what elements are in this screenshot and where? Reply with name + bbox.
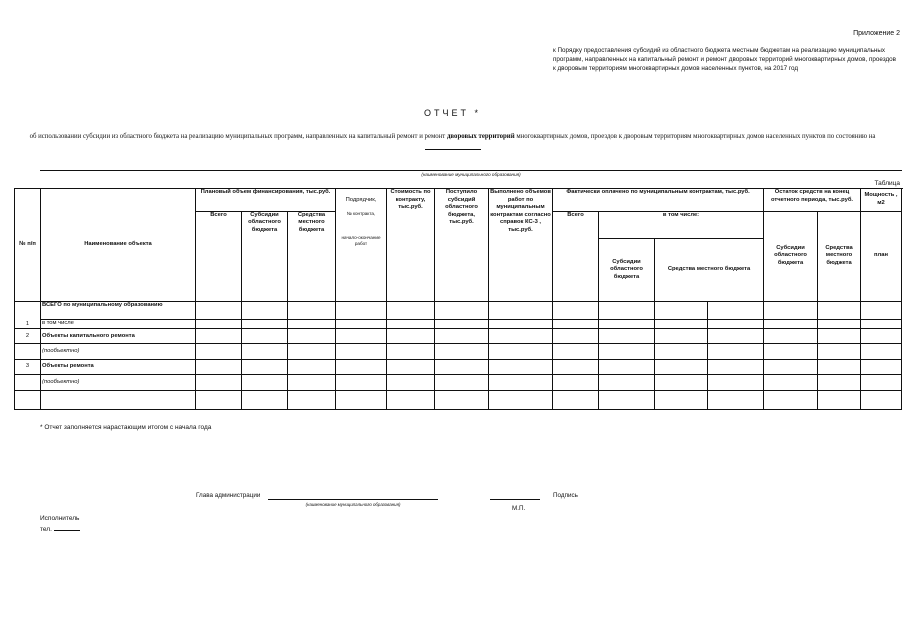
row1-sub: в том числе [41, 319, 196, 328]
signature-line [490, 499, 540, 500]
phone-label: тел. [40, 526, 52, 533]
header-balance-local: Средства местного бюджета [818, 211, 861, 301]
footnote: * Отчет заполняется нарастающим итогом с начала года [40, 424, 212, 431]
report-subtitle-part2: многоквартирных домов, проездов к дворовым территориям многоквартирных домов населенных пунктов по состоянию на [516, 133, 876, 140]
municipality-line [40, 170, 902, 171]
header-paid-local: Средства местного бюджета [655, 239, 764, 301]
row1-name: ВСЕГО по муниципальному образованию [41, 301, 196, 319]
head-caption: (наименование муниципального образования) [305, 502, 401, 507]
header-works-done: Выполнено объемов работ по муниципальным контрактам согласно справок КС-3 , тыс.руб. [489, 189, 553, 302]
header-balance: Остаток средств на конец отчетного периода, тыс.руб. [764, 189, 861, 212]
date-blank-line [425, 142, 481, 150]
row3-name: Объекты ремонта [41, 359, 196, 374]
header-contractor-label: Подрядчик, [345, 197, 377, 203]
header-balance-subsidy: Субсидии областного бюджета [764, 211, 818, 301]
header-plan: план [861, 211, 902, 301]
row2-name: Объекты капитального ремонта [41, 329, 196, 344]
phone-row [40, 524, 160, 535]
header-plan-local: Средства местного бюджета [288, 211, 336, 301]
header-contract-no: № контракта, [346, 210, 376, 216]
row3-num: 3 [15, 359, 41, 374]
municipality-caption: (наименование муниципального образования) [421, 172, 521, 177]
header-received-subsidy: Поступило субсидий областного бюджета, тыс.руб. [435, 189, 489, 302]
row2-sub: (пообъектно) [41, 344, 196, 359]
header-contractor [336, 189, 387, 302]
report-subtitle-bold: дворовых территорий [446, 133, 515, 140]
header-paid-subsidy: Субсидии областного бюджета [599, 239, 655, 301]
header-plan-subsidy: Субсидии областного бюджета [242, 211, 288, 301]
executor-label: Исполнитель [40, 515, 80, 522]
header-num: № п/п [15, 189, 41, 302]
report-subtitle [10, 132, 895, 154]
header-plan-funding: Плановый объем финансирования, тыс.руб. [196, 189, 336, 212]
annex-title: Приложение 2 [853, 30, 900, 37]
annex-text: к Порядку предоставления субсидий из областного бюджета местным бюджетам на реализацию муниципальных программ, направленных на капитальный ремонт и ремонт дворовых территорий многоквартирных домов, проездов к дворовым территориям многоквартирных домов населенных пунктов, на 2017 год [553, 47, 897, 72]
header-including: в том числе: [599, 211, 764, 239]
header-name: Наименование объекта [41, 189, 196, 302]
header-actually-paid: Фактически оплачено по муниципальным контрактам, тыс.руб. [553, 189, 764, 212]
phone-blank-line [54, 524, 80, 531]
row2-num: 2 [15, 329, 41, 344]
header-paid-total: Всего [553, 211, 599, 301]
header-capacity: Мощность , м2 [861, 189, 902, 212]
report-table [14, 188, 902, 410]
header-plan-total: Всего [196, 211, 242, 301]
executor-block [40, 514, 160, 535]
head-label: Глава администрации [196, 492, 261, 499]
table-label: Таблица [874, 180, 900, 187]
row1-num: 1 [15, 301, 41, 329]
stamp-label: М.П. [512, 505, 526, 512]
signature-label: Подпись [553, 492, 578, 499]
row3-sub: (пообъектно) [41, 375, 196, 390]
report-title: ОТЧЕТ * [424, 108, 481, 118]
head-signature-line [268, 499, 438, 500]
report-subtitle-part1: об использовании субсидии из областного бюджета на реализацию муниципальных программ, направленных на капитальный ремонт и ремонт [29, 133, 446, 140]
header-work-period: начало-окончание работ [341, 234, 381, 246]
header-contract-cost: Стоимость по контракту, тыс.руб. [387, 189, 435, 302]
